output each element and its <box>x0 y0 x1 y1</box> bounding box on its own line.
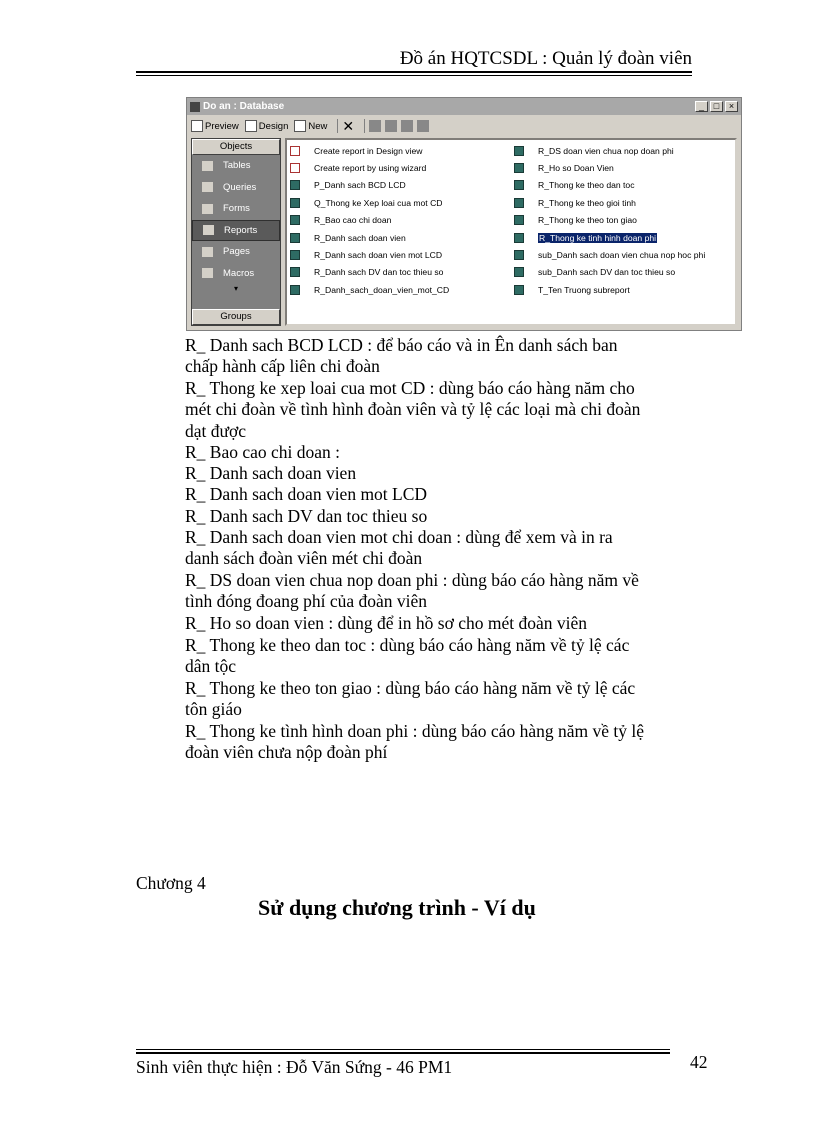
paragraph <box>185 335 705 378</box>
report-icon <box>290 233 300 243</box>
report-icon <box>290 198 300 208</box>
object-label: Tables <box>223 160 251 172</box>
list-item[interactable]: T_Ten Truong subreport <box>514 281 705 298</box>
text-line: R_ Thong ke xep loai cua mot CD : dùng báo cáo hàng năm cho <box>185 378 635 398</box>
objects-bar <box>191 138 281 326</box>
maximize-button[interactable]: □ <box>710 101 723 112</box>
object-forms[interactable] <box>192 198 280 220</box>
report-icon <box>290 267 300 277</box>
window-body <box>191 138 737 326</box>
list-item[interactable]: sub_Danh sach doan vien chua nop hoc phi <box>514 246 705 263</box>
report-icon <box>514 267 524 277</box>
list-item[interactable]: Create report by using wizard <box>290 159 449 176</box>
object-label: Queries <box>223 181 257 193</box>
report-icon <box>514 250 524 260</box>
list-view-icon[interactable] <box>401 120 413 132</box>
paragraph: R_ Danh sach doan vien mot LCD <box>185 484 428 504</box>
text-line: tình đóng đoang phí của đoàn viên <box>185 591 428 612</box>
report-icon <box>290 215 300 225</box>
delete-icon[interactable]: ✕ <box>342 117 355 134</box>
list-item[interactable]: sub_Danh sach DV dan toc thieu so <box>514 264 705 281</box>
text-line: dân tộc <box>185 656 237 677</box>
paragraph <box>185 721 705 764</box>
reports-column-right <box>514 142 705 299</box>
list-item[interactable]: P_Danh sach BCD LCD <box>290 177 449 194</box>
design-icon <box>245 120 257 132</box>
small-icons-view-icon[interactable] <box>385 120 397 132</box>
minimize-button[interactable]: _ <box>695 101 708 112</box>
objects-header-button[interactable]: Objects <box>192 139 280 155</box>
text-line: mét chi đoàn về tình hình đoàn viên và tỷ lệ các loại mà chi đoàn <box>185 399 641 420</box>
paragraph <box>185 678 705 721</box>
text-line: danh sách đoàn viên mét chi đoàn <box>185 548 423 569</box>
object-tables[interactable] <box>192 155 280 177</box>
list-item[interactable]: R_Danh sach doan vien <box>290 229 449 246</box>
query-icon <box>202 182 213 192</box>
text-line: R_ DS doan vien chua nop doan phi : dùng báo cáo hàng năm về <box>185 570 639 590</box>
paragraph <box>185 378 705 442</box>
page-number: 42 <box>690 1052 708 1072</box>
object-pages[interactable] <box>192 241 280 263</box>
object-macros[interactable] <box>192 263 280 285</box>
object-label: Reports <box>224 224 258 236</box>
wizard-icon <box>290 146 300 156</box>
report-icon <box>514 146 524 156</box>
preview-label: Preview <box>205 120 239 132</box>
wizard-icon <box>290 163 300 173</box>
text-line: R_ Thong ke theo dan toc : dùng báo cáo hàng năm về tỷ lệ các <box>185 635 630 655</box>
preview-icon <box>191 120 203 132</box>
list-item[interactable]: R_Thong ke theo ton giao <box>514 212 705 229</box>
details-view-icon[interactable] <box>417 120 429 132</box>
reports-list <box>285 138 737 326</box>
object-label: Forms <box>223 203 250 215</box>
paragraph <box>185 570 705 613</box>
list-item[interactable]: Q_Thong ke Xep loai cua mot CD <box>290 194 449 211</box>
list-item-selected[interactable]: R_Thong ke tinh hinh doan phi <box>514 229 705 246</box>
object-queries[interactable] <box>192 177 280 199</box>
report-icon <box>514 215 524 225</box>
text-line: R_ Thong ke tình hình doan phi : dùng báo cáo hàng năm về tỷ lệ <box>185 721 644 741</box>
report-icon <box>514 198 524 208</box>
header-rule-thin <box>136 75 692 76</box>
object-label: Macros <box>223 267 255 279</box>
preview-button[interactable] <box>191 120 239 132</box>
report-icon <box>290 285 300 295</box>
text-line: tôn giáo <box>185 699 242 720</box>
list-item[interactable]: R_Thong ke theo dan toc <box>514 177 705 194</box>
list-item[interactable]: R_DS doan vien chua nop doan phi <box>514 142 705 159</box>
object-label: Pages <box>223 246 250 258</box>
large-icons-view-icon[interactable] <box>369 120 381 132</box>
text-line: đoàn viên chưa nộp đoàn phí <box>185 742 388 763</box>
report-icon <box>290 250 300 260</box>
chevron-down-icon[interactable]: ▾ <box>233 284 238 293</box>
macro-icon <box>202 268 213 278</box>
paragraph: R_ Ho so doan vien : dùng để in hồ sơ cho mét đoàn viên <box>185 613 587 633</box>
reports-column-left <box>290 142 449 299</box>
window-titlebar[interactable] <box>187 98 741 115</box>
new-button[interactable] <box>294 120 327 132</box>
header-title: Đồ án HQTCSDL : Quản lý đoàn viên <box>399 48 692 69</box>
paragraph: R_ Bao cao chi doan : <box>185 442 341 462</box>
list-item[interactable]: R_Danh sach DV dan toc thieu so <box>290 264 449 281</box>
list-item[interactable]: R_Bao cao chi doan <box>290 212 449 229</box>
toolbar-separator <box>364 119 365 133</box>
report-icon <box>514 163 524 173</box>
footer-rule-thin <box>136 1049 670 1050</box>
list-item[interactable]: R_Ho so Doan Vien <box>514 159 705 176</box>
report-icon <box>514 285 524 295</box>
paragraph: R_ Danh sach DV dan toc thieu so <box>185 506 428 526</box>
report-icon <box>203 225 214 235</box>
footer-student: Sinh viên thực hiện : Đỗ Văn Sứng - 46 PM1 <box>136 1057 453 1077</box>
new-icon <box>294 120 306 132</box>
object-reports[interactable] <box>192 220 280 242</box>
footer-rule-thick <box>136 1052 670 1054</box>
list-item[interactable]: R_Thong ke theo gioi tinh <box>514 194 705 211</box>
page-icon <box>202 247 213 257</box>
text-line: R_ Danh sach doan vien mot chi doan : dùng để xem và in ra <box>185 527 613 547</box>
toolbar-separator <box>337 119 338 133</box>
table-icon <box>202 161 213 171</box>
close-button[interactable]: × <box>725 101 738 112</box>
text-line: chấp hành cấp liên chi đoàn <box>185 356 380 377</box>
database-icon <box>190 102 200 112</box>
header-rule-thick <box>136 71 692 73</box>
window-toolbar <box>187 115 741 137</box>
text-line: R_ Danh sach BCD LCD : để báo cáo và in Ên danh sách ban <box>185 335 618 355</box>
paragraph <box>185 527 705 570</box>
form-icon <box>202 204 213 214</box>
list-item[interactable]: Create report in Design view <box>290 142 449 159</box>
report-icon <box>290 180 300 190</box>
access-database-window <box>186 97 742 331</box>
paragraph <box>185 635 705 678</box>
list-item[interactable]: R_Danh sach doan vien mot LCD <box>290 246 449 263</box>
chapter-label: Chương 4 <box>136 873 206 893</box>
groups-button[interactable]: Groups <box>192 309 280 325</box>
window-title: Do an : Database <box>203 101 285 112</box>
report-icon <box>514 233 524 243</box>
design-label: Design <box>258 120 289 132</box>
new-label: New <box>308 120 328 132</box>
text-line: dạt được <box>185 420 247 441</box>
report-icon <box>514 180 524 190</box>
list-item[interactable]: R_Danh_sach_doan_vien_mot_CD <box>290 281 449 298</box>
design-button[interactable] <box>245 120 289 132</box>
paragraph: R_ Danh sach doan vien <box>185 463 357 483</box>
text-line: R_ Thong ke theo ton giao : dùng báo cáo hàng năm về tỷ lệ các <box>185 678 636 698</box>
chapter-title: Sử dụng chương trình - Ví dụ <box>258 895 536 920</box>
